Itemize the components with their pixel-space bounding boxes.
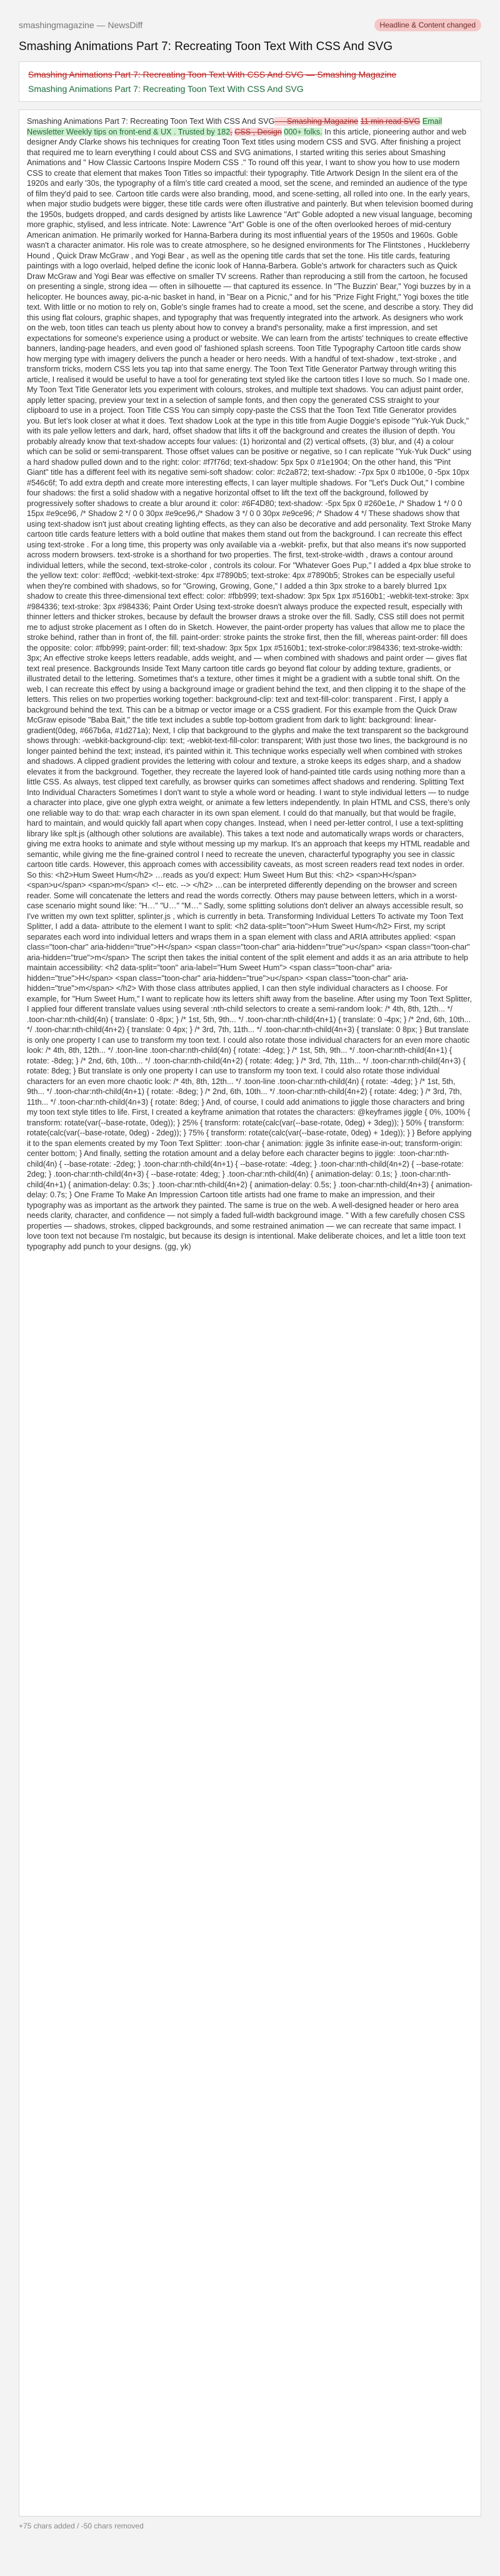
removed-text: 11 min read SVG [360,117,421,126]
title-diff-panel [19,61,481,102]
removed-text: CSS , Design [234,127,282,136]
page-title: Smashing Animations Part 7: Recreating Toon Text With CSS And SVG [19,40,393,53]
change-status-badge: Headline & Content changed [374,19,481,31]
article-body: In this article, pioneering author and web designer Andy Clarke shows his techniques for creating Toon Text titles using modern CSS and SVG. After finishing a project that required me to learn everything I could about CSS and SVG animations, I started writing this series about Smashing Animations and " How Classic Cartoons Inspire Modern CSS ." To round off this year, I want to show you how to use modern CSS to create that element that makes Toon Titles so impactful: their typography. Title Artwork Design In the silent era of the 1920s and early '30s, the typography of a film's title card created a mood, set the scene, and reminded an audience of the type of film they'd paid to see. Cartoon title cards were also branding, mood, and scene-setting, all rolled into one. In the early years, when major studio budgets were bigger, these title cards were often illustrative and painterly. But when television boomed during the 1950s, budgets dropped, and cards designed by artists like Lawrence "Art" Goble adopted a new visual language, becoming more graphic, stylised, and less intricate. Note: Lawrence "Art" Goble is one of the often overlooked heroes of mid-century American animation. He primarily worked for Hanna-Barbera during its most influential years of the 1950s and 1960s. Goble wasn't a character animator. His role was to create atmosphere, so he designed environments for The Flintstones , Huckleberry Hound , Quick Draw McGraw , and Yogi Bear , as well as the opening title cards that set the tone. His title cards, featuring paintings with a logo overlaid, helped define the iconic look of Hanna-Barbera. Goble's artwork for characters such as Quick Draw McGraw and Yogi Bear was effective on smaller TV screens. Rather than reproducing a still from the cartoon, he focused on presenting a single, strong idea — often in silhouette — that captured its essence. In "The Buzzin' Bear," Yogi buzzes by in a helicopter. He bounces away, pic-a-nic basket in hand, in "Bear on a Picnic," and for his "Prize Fight Fright," Yogi boxes the title text. With little or no motion to rely on, Goble's single frames had to create a mood, set the scene, and describe a story. They did this using flat colours, graphic shapes, and typography that was frequently integrated into the artwork. As designers who work on the web, toon titles can teach us plenty about how to convey a brand's personality, make a first impression, and set expectations for someone's experience using a product or website. We can learn from the artists' techniques to create effective banners, landing-page headers, and even good ol' fashioned splash screens. Toon Title Typography Cartoon title cards show how merging type with imagery delivers the punch a header or hero needs. With a handful of text-shadow , text-stroke , and transform tricks, modern CSS lets you tap into that same energy. The Toon Text Title Generator Partway through writing this article, I realised it would be useful to have a tool for generating text styled like the cartoon titles I love so much. So I made one. My Toon Text Title Generator lets you experiment with colours, strokes, and multiple text shadows. You can adjust paint order, apply letter spacing, preview your text in a selection of sample fonts, and then copy the generated CSS straight to your clipboard to use in a project. Toon Title CSS You can simply copy-paste the CSS that the Toon Text Title Generator provides you. But let's look closer at what it does. Text shadow Look at the type in this title from Augie Doggie's episode "Yuk-Yuk Duck," with its pale yellow letters and dark, hard, offset shadow that lifts it off the background and creates the illusion of depth. You probably already know that text-shadow accepts four values: (1) horizontal and (2) vertical offsets, (3) blur, and (4) a colour which can be solid or semi-transparent. Those offset values can be positive or negative, so I can replicate "Yuk-Yuk Duck" using a hard shadow pulled down and to the right: color: #f7f76d; text-shadow: 5px 5px 0 #1e1904; On the other hand, this "Pint Giant" title has a different feel with its negative semi-soft shadow: color: #c2a872; text-shadow: -7px 5px 0 #b100e, 0 -5px 10px #546c6f; To add extra depth and create more interesting effects, I can layer multiple shadows. For "Let's Duck Out," I combine four shadows: the first a solid shadow with a negative horizontal offset to lift the text off the background, followed by progressively softer shadows to create a blur around it: color: #6F4D80; text-shadow: -5px 5px 0 #260e1e, /* Shadow 1 */ 0 0 15px #e9ce96, /* Shadow 2 */ 0 0 30px #e9ce96,/* Shadow 3 */ 0 0 30px #e9ce96; /* Shadow 4 */ These shadows show that using text-shadow isn't just about creating lighting effects, as they can also be decorative and add personality. Text Stroke Many cartoon title cards feature letters with a bold outline that makes them stand out from the background. I can recreate this effect using text-stroke . For a long time, this property was only available via a -webkit- prefix, but that also means it's now supported across modern browsers. text-stroke is a shorthand for two properties. The first, text-stroke-width , draws a contour around individual letters, while the second, text-stroke-color , controls its colour. For "Whatever Goes Pup," I added a 4px blue stroke to the yellow text: color: #eff0cd; -webkit-text-stroke: 4px #7890b5; text-stroke: 4px #7890b5; Strokes can be especially useful when they're combined with shadows, so for "Growing, Growing, Gone," I added a thin 3px stroke to a barely blurred 1px shadow to create this three-dimensional text effect: color: #fbb999; text-shadow: 3px 5px 1px #5160b1; -webkit-text-stroke: 3px #984336; text-stroke: 3px #984336; Paint Order Using text-stroke doesn't always produce the expected result, especially with thinner letters and thicker strokes, because by default the browser draws a stroke over the fill. Sadly, CSS still does not permit me to adjust stroke placement as I often do in Sketch. However, the paint-order property has values that allow me to place the stroke behind, rather than in front of, the fill. paint-order: stroke paints the stroke first, then the fill, whereas paint-order: fill does the opposite: color: #fbb999; paint-order: fill; text-shadow: 3px 5px 1px #5160b1; text-stroke-color:#984336; text-stroke-width: 3px; An effective stroke keeps letters readable, adds weight, and — when combined with shadows and paint order — gives flat text real presence. Backgrounds Inside Text Many cartoon title cards go beyond flat colour by adding texture, gradients, or illustrated detail to the lettering. Sometimes that's a texture, other times it might be a gradient with a subtle tonal shift. On the web, I can recreate this effect by using a background image or gradient behind the text, and then clipping it to the shape of the letters. This relies on two properties working together: background-clip: text and text-fill-color: transparent . First, I apply a background behind the text. This can be a bitmap or vector image or a CSS gradient. For this example from the Quick Draw McGraw episode "Baba Bait," the title text includes a subtle top-bottom gradient from dark to light: background: linear-gradient(0deg, #667b6a, #1d271a); Next, I clip that background to the glyphs and make the text transparent so the background shows through: -webkit-background-clip: text; -webkit-text-fill-color: transparent; With just those two lines, the background is no longer painted behind the text; instead, it's painted within it. This technique works especially well when combined with strokes and shadows. A clipped gradient provides the lettering with colour and texture, a stroke keeps its edges sharp, and a shadow elevates it from the background. Together, they recreate the layered look of hand-painted title cards using nothing more than a little CSS. As always, test clipped text carefully, as browser quirks can sometimes affect shadows and rendering. Splitting Text Into Individual Characters Sometimes I don't want to style a whole word or heading. I want to style individual letters — to nudge a character into place, give one glyph extra weight, or animate a few letters independently. In plain HTML and CSS, there's only one reliable way to do that: wrap each character in its own span element. I could do that manually, but that would be fragile, hard to maintain, and would quickly fall apart when copy changes. Instead, when I need per-letter control, I use a text-splitting library like splt.js (although other solutions are available). This takes a text node and automatically wraps words or characters, giving me extra hooks to animate and style without messing up my markup. It's an approach that keeps my HTML readable and semantic, while giving me the fine-grained control I need to recreate the uneven, characterful typography you see in classic cartoon title cards. However, this approach comes with accessibility caveats, as most screen readers read text nodes in order. So this: <h2>Hum Sweet Hum</h2> …reads as you'd expect: Hum Sweet Hum But this: <h2> <span>H</span> <span>u</span> <span>m</span> <!-- etc. --> </h2> …can be interpreted differently depending on the browser and screen reader. Some will concatenate the letters and read the words correctly. Others may pause between letters, which in a worst-case scenario might sound like: "H…" "U…" "M…" Sadly, some splitting solutions don't deliver an always accessible result, so I've written my own text splitter, splinter.js , which is currently in beta. Transforming Individual Letters To activate my Toon Text Splitter, I add a data- attribute to the element I want to split: <h2 data-split="toon">Hum Sweet Hum</h2> First, my script separates each word into individual letters and wraps them in a span element with class and ARIA attributes applied: <span class="toon-char" aria-hidden="true">H</span> <span class="toon-char" aria-hidden="true">u</span> <span class="toon-char" aria-hidden="true">m</span> The script then takes the initial content of the split element and adds it as an aria attribute to help maintain accessibility: <h2 data-split="toon" aria-label="Hum Sweet Hum"> <span class="toon-char" aria-hidden="true">H</span> <span class="toon-char" aria-hidden="true">u</span> <span class="toon-char" aria-hidden="true">m</span> </h2> With those class attributes applied, I can then style individual characters as I choose. For example, for "Hum Sweet Hum," I want to replicate how its letters shift away from the baseline. After using my Toon Text Splitter, I applied four different translate values using several :nth-child selectors to create a semi-random look: /* 4th, 8th, 12th... */ .toon-char:nth-child(4n) { translate: 0 -8px; } /* 1st, 5th, 9th... */ .toon-char:nth-child(4n+1) { translate: 0 -4px; } /* 2nd, 6th, 10th... */ .toon-char:nth-child(4n+2) { translate: 0 4px; } /* 3rd, 7th, 11th... */ .toon-char:nth-child(4n+3) { translate: 0 8px; } But translate is only one property I can use to transform my toon text. I could also rotate those individual characters for an even more chaotic look: /* 4th, 8th, 12th... */ .toon-line .toon-char:nth-child(4n) { rotate: -4deg; } /* 1st, 5th, 9th... */ .toon-char:nth-child(4n+1) { rotate: -8deg; } /* 2nd, 6th, 10th... */ .toon-char:nth-child(4n+2) { rotate: 4deg; } /* 3rd, 7th, 11th... */ .toon-char:nth-child(4n+3) { rotate: 8deg; } But translate is only one property I can use to transform my toon text. I could also rotate those individual characters for an even more chaotic look: /* 4th, 8th, 12th... */ .toon-line .toon-char:nth-child(4n) { rotate: -4deg; } /* 1st, 5th, 9th... */ .toon-char:nth-child(4n+1) { rotate: -8deg; } /* 2nd, 6th, 10th... */ .toon-char:nth-child(4n+2) { rotate: 4deg; } /* 3rd, 7th, 11th... */ .toon-char:nth-child(4n+3) { rotate: 8deg; } And, of course, I could add animations to jiggle those characters and bring my toon text style titles to life. First, I created a keyframe animation that rotates the characters: @keyframes jiggle { 0%, 100% { transform: rotate(var(--base-rotate, 0deg)); } 25% { transform: rotate(calc(var(--base-rotate, 0deg) + 3deg)); } 50% { transform: rotate(calc(var(--base-rotate, 0deg) - 2deg)); } 75% { transform: rotate(calc(var(--base-rotate, 0deg) + 1deg)); } } Before applying it to the span elements created by my Toon Text Splitter: .toon-char { animation: jiggle 3s infinite ease-in-out; transform-origin: center bottom; } And finally, setting the rotation amount and a delay before each character begins to jiggle: .toon-char:nth-child(4n) { --base-rotate: -2deg; } .toon-char:nth-child(4n+1) { --base-rotate: -4deg; } .toon-char:nth-child(4n+2) { --base-rotate: 2deg; } .toon-char:nth-child(4n+3) { --base-rotate: 4deg; } .toon-char:nth-child(4n) { animation-delay: 0.1s; } .toon-char:nth-child(4n+1) { animation-delay: 0.3s; } .toon-char:nth-child(4n+2) { animation-delay: 0.5s; } .toon-char:nth-child(4n+3) { animation-delay: 0.7s; } One Frame To Make An Impression Cartoon title artists had one frame to make an impression, and their typography was as important as the artwork they painted. The same is true on the web. A well-designed header or hero area needs clarity, character, and confidence — not simply a faded full-width background image. " With a few carefully chosen CSS properties — shadows, strokes, clipped backgrounds, and some restrained animation — we can recreate that same impact. I love toon text not because I'm nostalgic, but because its design is intentional. Make deliberate choices, and let a little toon text typography add punch to your designs. (gg, yk) [27,127,473,1251]
content-lead: Smashing Animations Part 7: Recreating Toon Text With CSS And SVG [27,117,275,126]
breadcrumb[interactable]: smashingmagazine — NewsDiff [19,20,143,30]
new-title: Smashing Animations Part 7: Recreating Toon Text With CSS And SVG [28,84,304,94]
added-text: Email Newsletter Weekly tips on front-end & UX . Trusted by 182 [27,117,442,136]
added-text: 000+ folks. [284,127,322,136]
content-diff-panel [19,109,481,2517]
diff-stats: +75 chars added / -50 chars removed [19,2522,144,2530]
old-title: Smashing Animations Part 7: Recreating Toon Text With CSS And SVG — Smashing Magazine [28,69,397,79]
removed-text: , [230,127,232,136]
removed-text: — Smashing Magazine [274,117,359,126]
top-bar [0,0,500,31]
